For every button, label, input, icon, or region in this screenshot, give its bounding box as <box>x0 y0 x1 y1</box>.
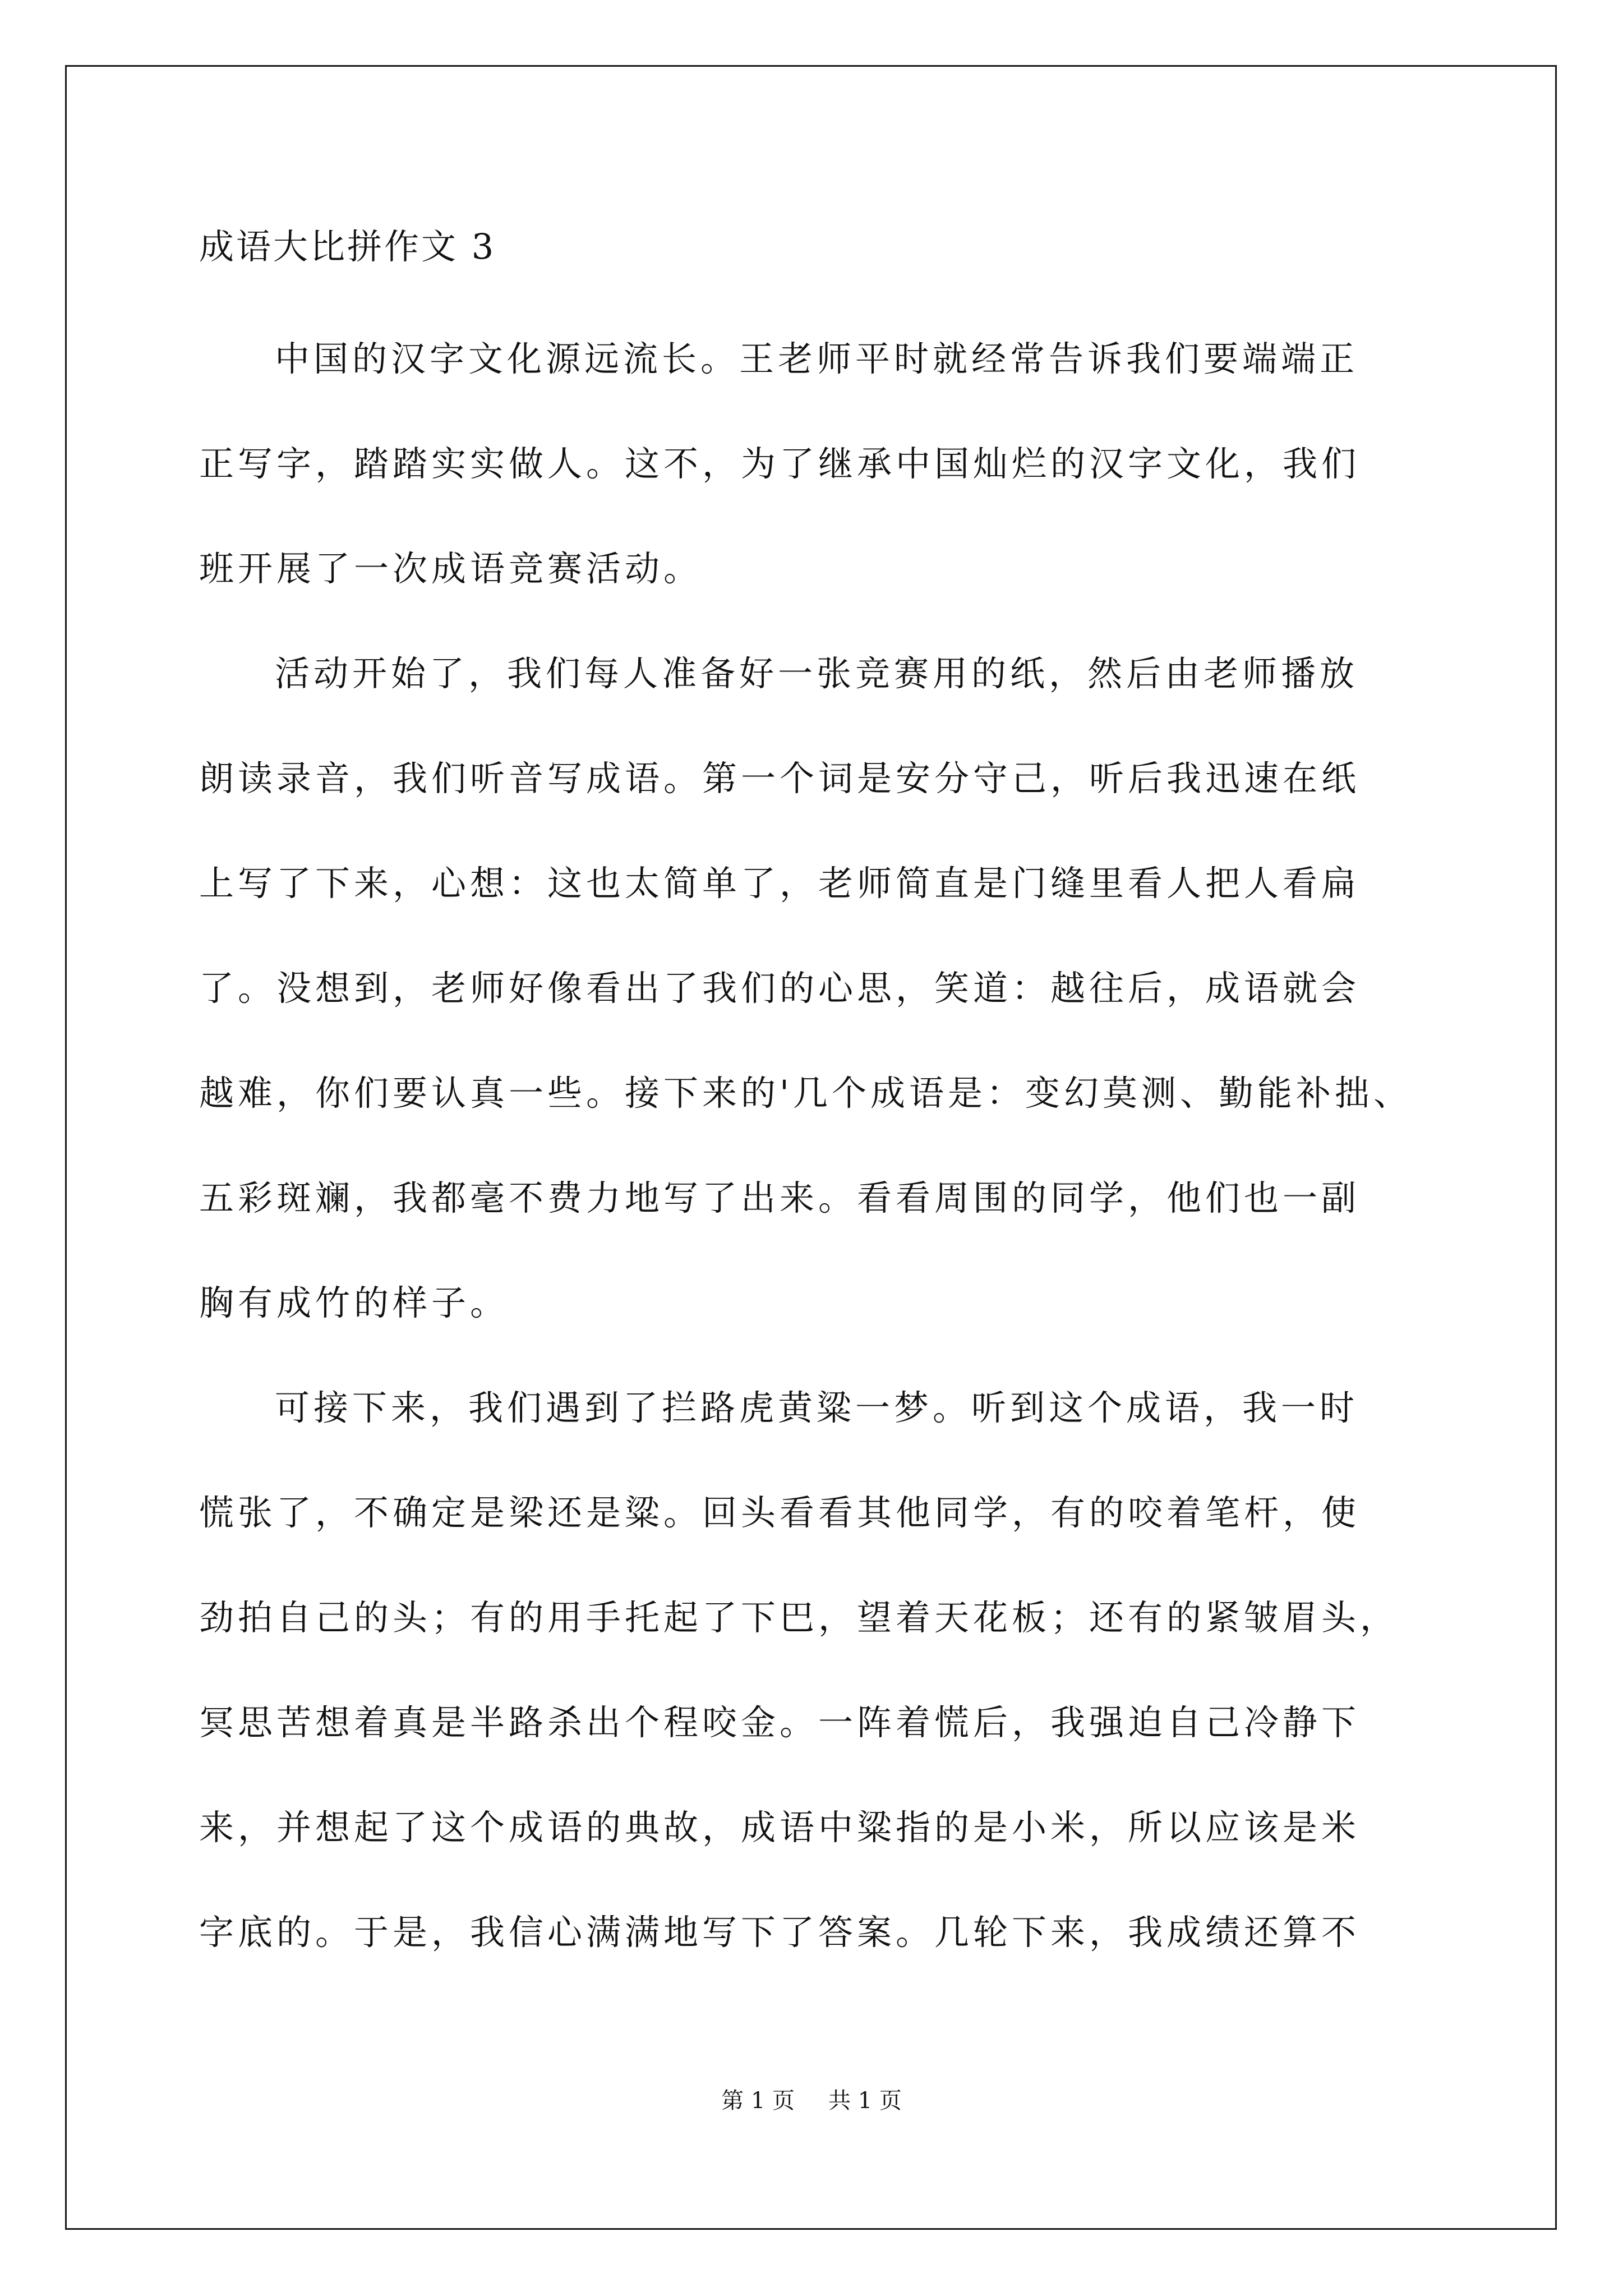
paragraph-line: 慌张了，不确定是梁还是粱。回头看看其他同学，有的咬着笔杆，使 <box>199 1492 1361 1533</box>
paragraph-line: 活动开始了，我们每人准备好一张竞赛用的纸，然后由老师播放 <box>275 653 1359 694</box>
paragraph-line: 冥思苦想着真是半路杀出个程咬金。一阵着慌后，我强迫自己冷静下 <box>199 1702 1361 1743</box>
page-total: 共 1 页 <box>828 2088 902 2114</box>
paragraph-line: 劲拍自己的头；有的用手托起了下巴，望着天花板；还有的紧皱眉头， <box>199 1597 1399 1638</box>
paragraph-line: 字底的。于是，我信心满满地写下了答案。几轮下来，我成绩还算不 <box>199 1912 1361 1953</box>
document-title: 成语大比拼作文 3 <box>199 226 496 267</box>
page-border <box>65 65 1557 2230</box>
paragraph-line: 中国的汉字文化源远流长。王老师平时就经常告诉我们要端端正 <box>275 338 1359 379</box>
paragraph-line: 班开展了一次成语竞赛活动。 <box>199 548 703 589</box>
paragraph-line: 越难，你们要认真一些。接下来的'几个成语是：变幻莫测、勤能补拙、 <box>199 1073 1413 1114</box>
paragraph-line: 朗读录音，我们听音写成语。第一个词是安分守己，听后我迅速在纸 <box>199 758 1361 799</box>
paragraph-line: 可接下来，我们遇到了拦路虎黄粱一梦。听到这个成语，我一时 <box>275 1387 1359 1428</box>
paragraph-line: 上写了下来，心想：这也太简单了，老师简直是门缝里看人把人看扁 <box>199 863 1361 904</box>
paragraph-line: 五彩斑斓，我都毫不费力地写了出来。看看周围的同学，他们也一副 <box>199 1177 1361 1218</box>
paragraph-line: 来，并想起了这个成语的典故，成语中粱指的是小米，所以应该是米 <box>199 1807 1361 1848</box>
paragraph-line: 胸有成竹的样子。 <box>199 1282 509 1323</box>
page-number: 第 1 页 <box>721 2088 795 2114</box>
paragraph-line: 了。没想到，老师好像看出了我们的心思，笑道：越往后，成语就会 <box>199 968 1361 1009</box>
page-footer <box>0 2087 1623 2115</box>
paragraph-line: 正写字，踏踏实实做人。这不，为了继承中国灿烂的汉字文化，我们 <box>199 443 1361 484</box>
